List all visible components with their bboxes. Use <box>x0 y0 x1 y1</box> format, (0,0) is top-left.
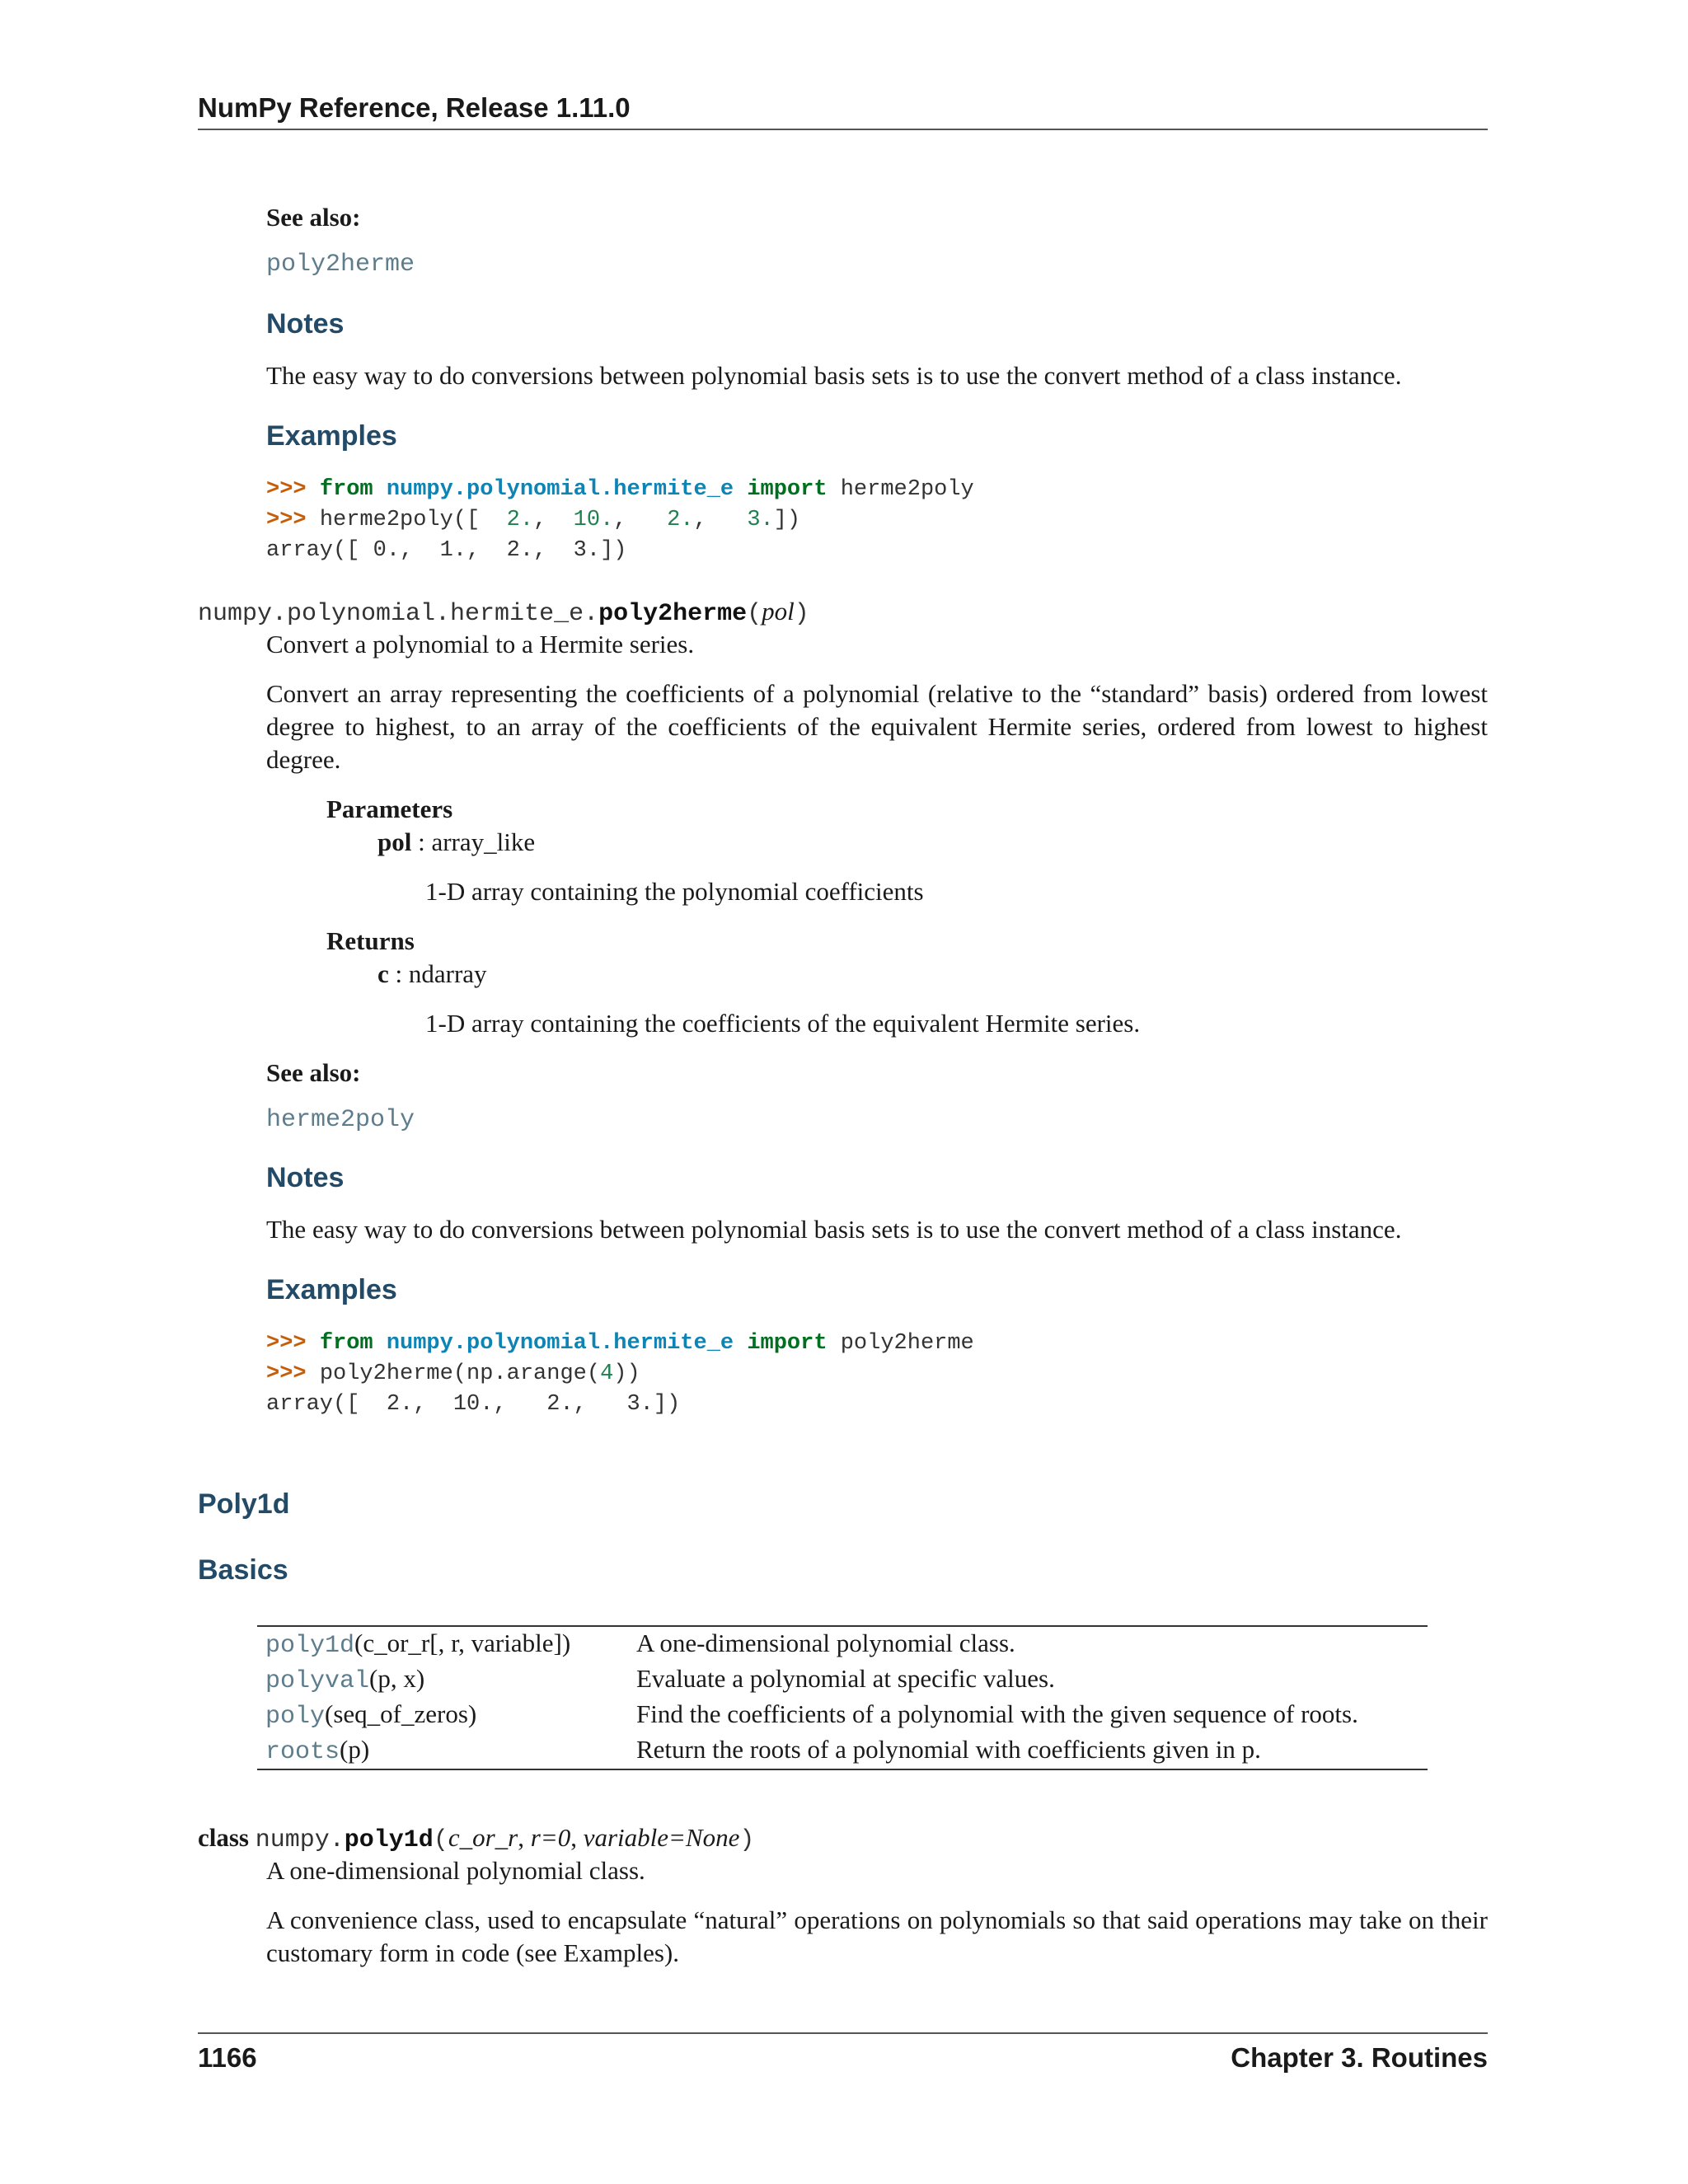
notes-heading: Notes <box>266 308 345 340</box>
return-c: c : ndarray <box>377 959 487 988</box>
parameters-label: Parameters <box>326 794 453 823</box>
param-pol-description: 1-D array containing the polynomial coefficients <box>425 877 924 906</box>
poly2herme-description: Convert an array representing the coefficients of a polynomial (relative to the “standard” basis) ordered from lowest degree to highest, to an array of the coefficients of the equivalent Hermite series, ordered from lowest to highest degree. <box>266 679 1488 774</box>
notes-text-2: The easy way to do conversions between polynomial basis sets is to use the convert method of a class instance. <box>266 1215 1402 1244</box>
page-number: 1166 <box>198 2042 257 2073</box>
code-example-poly2herme: >>> from numpy.polynomial.hermite_e import poly2herme >>> poly2herme(np.arange(4)) array([ 2., 10., 2., 3.]) <box>266 1331 974 1417</box>
running-header: NumPy Reference, Release 1.11.0 <box>198 92 631 123</box>
returns-label: Returns <box>326 926 415 955</box>
table-row: poly1d(c_or_r[, r, variable]) A one-dimensional polynomial class. <box>265 1629 1015 1660</box>
header-rule <box>198 129 1488 130</box>
chapter-label: Chapter 3. Routines <box>1231 2042 1488 2073</box>
notes-heading-2: Notes <box>266 1162 345 1193</box>
poly1d-class-signature: class numpy.poly1d(c_or_r, r=0, variable=None) <box>198 1823 755 1854</box>
footer-rule <box>198 2032 1488 2034</box>
examples-heading-2: Examples <box>266 1274 397 1305</box>
return-c-description: 1-D array containing the coefficients of the equivalent Hermite series. <box>425 1009 1141 1038</box>
link-poly[interactable]: poly <box>265 1703 326 1731</box>
notes-text: The easy way to do conversions between polynomial basis sets is to use the convert method of a class instance. <box>266 361 1402 390</box>
see-also-link-herme2poly[interactable]: herme2poly <box>266 1106 415 1134</box>
table-row: poly(seq_of_zeros) Find the coefficients of a polynomial with the given sequence of roots. <box>265 1699 1358 1731</box>
see-also-link-poly2herme[interactable]: poly2herme <box>266 251 415 279</box>
basics-heading: Basics <box>198 1554 288 1586</box>
param-pol: pol : array_like <box>377 827 536 856</box>
poly1d-heading: Poly1d <box>198 1488 290 1520</box>
code-example-herme2poly: >>> from numpy.polynomial.hermite_e import herme2poly >>> herme2poly([ 2., 10., 2., 3.]) array([ 0., 1., 2., 3.]) <box>266 477 974 563</box>
poly2herme-signature: numpy.polynomial.hermite_e.poly2herme(pol) <box>198 597 809 628</box>
basics-table <box>257 1625 1428 1770</box>
table-row: roots(p) Return the roots of a polynomial with coefficients given in p. <box>265 1735 1261 1766</box>
link-polyval[interactable]: polyval <box>265 1667 370 1695</box>
poly1d-description: A convenience class, used to encapsulate “natural” operations on polynomials so that said operations may take on their customary form in code (see Examples). <box>266 1905 1488 1967</box>
examples-heading: Examples <box>266 420 397 452</box>
link-roots[interactable]: roots <box>265 1738 340 1766</box>
see-also-label: See also: <box>266 203 361 232</box>
table-row: polyval(p, x) Evaluate a polynomial at specific values. <box>265 1664 1055 1695</box>
poly2herme-summary: Convert a polynomial to a Hermite series. <box>266 630 695 658</box>
see-also-label-2: See also: <box>266 1058 361 1087</box>
link-poly1d[interactable]: poly1d <box>265 1632 355 1660</box>
poly1d-summary: A one-dimensional polynomial class. <box>266 1856 645 1885</box>
